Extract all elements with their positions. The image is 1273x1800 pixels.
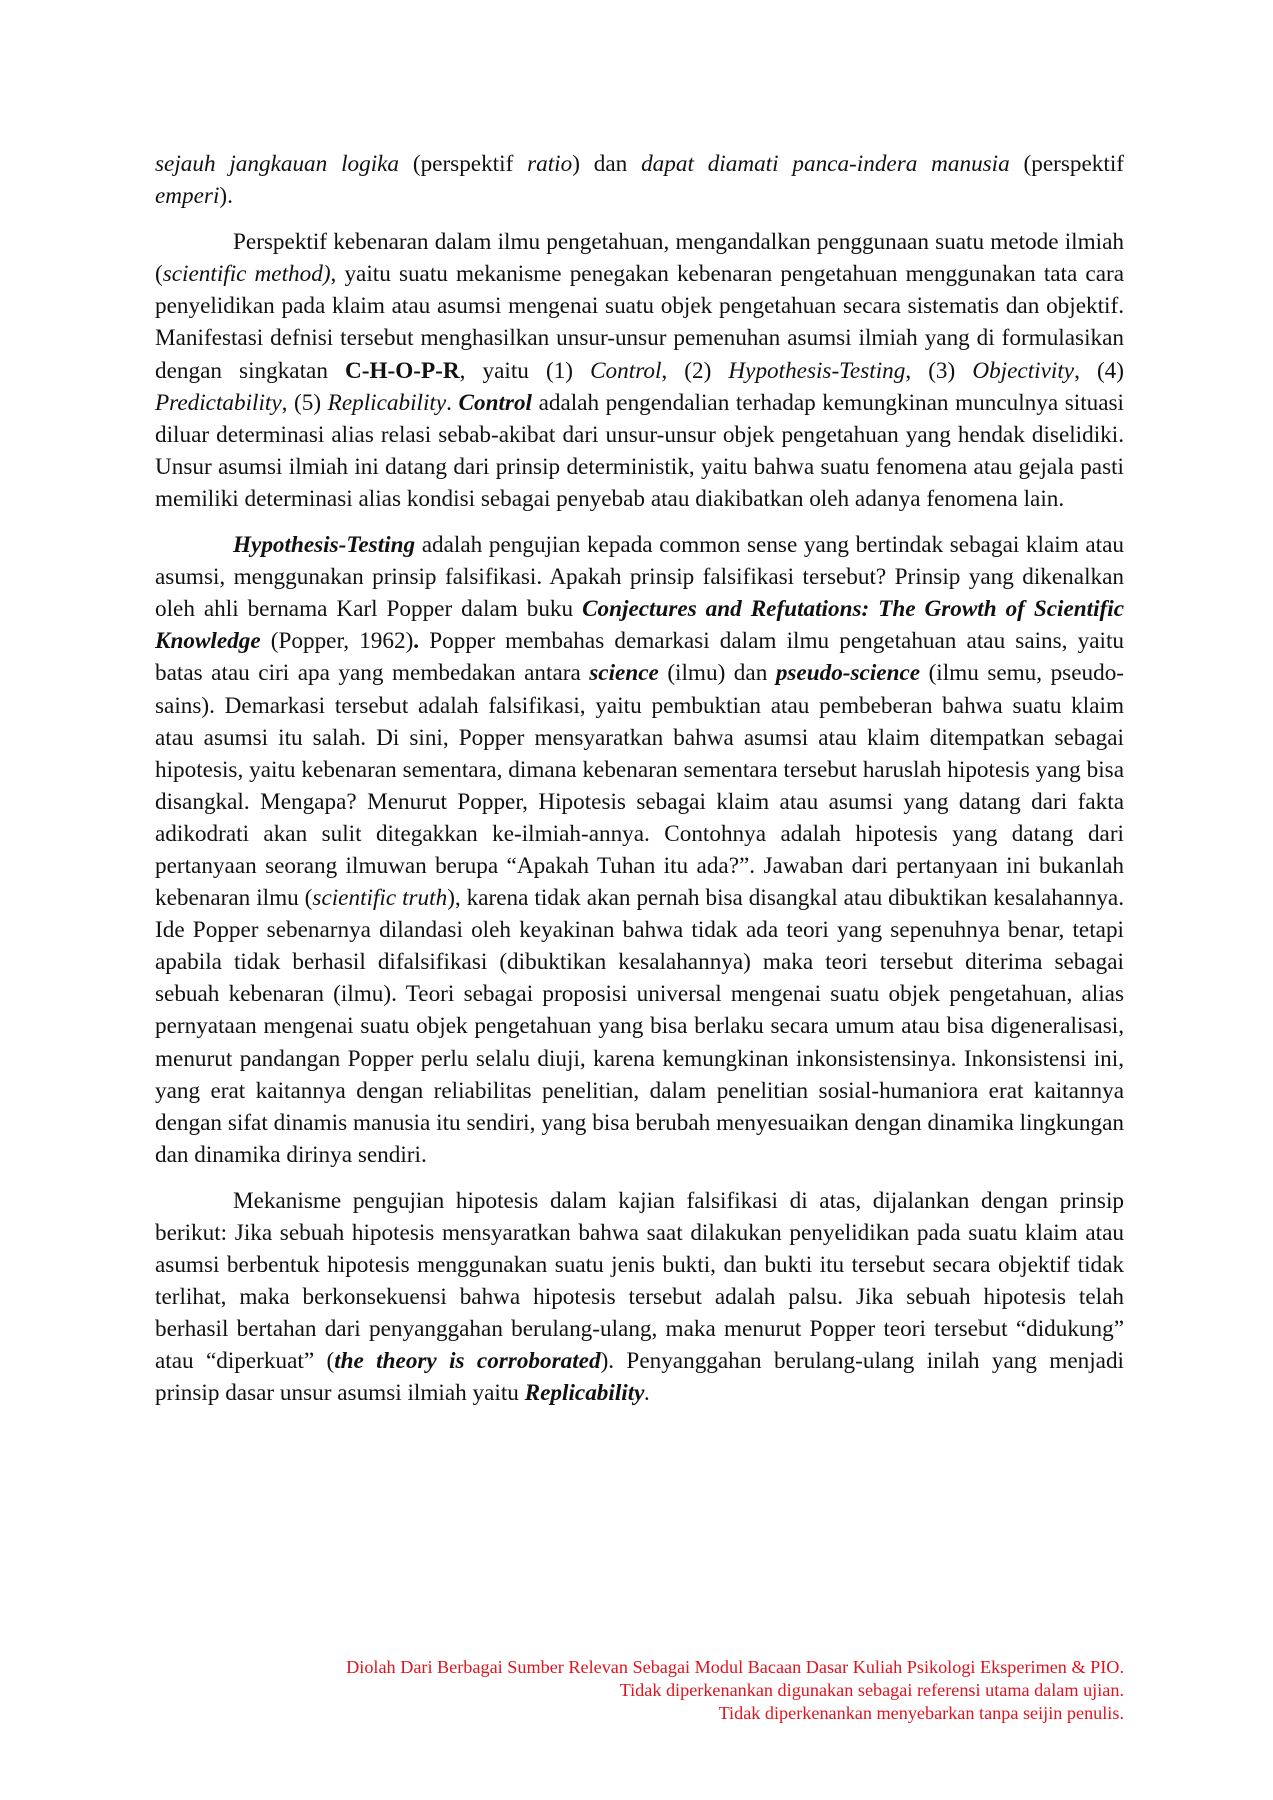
footer-exam-notice: Tidak diperkenankan digunakan sebagai referensi utama dalam ujian. (619, 1680, 1124, 1700)
paragraph-gap (155, 1171, 1124, 1185)
text-run: ) dan (572, 151, 642, 177)
emphasis-run: Hypothesis-Testing (233, 532, 416, 559)
text-run: , (2) (661, 357, 729, 384)
text-run: ), karena tidak akan pernah bisa disangkal atau dibuktikan kesalahannya. Ide Popper sebenarnya dilandasi oleh keyakinan bahwa tidak ada teori yang sepenuhnya benar, tetapi apabila tidak berhasil difalsifikasi (dibuktikan kesalahannya) maka teori tersebut diterima sebagai sebuah kebenaran (ilmu). Teori sebagai proposisi universal mengenai suatu objek pengetahuan, alias pernyataan mengenai suatu objek pengetahuan yang bisa berlaku secara umum atau bisa digeneralisasi, menurut pandangan Popper perlu selalu diuji, karena kemungkinan inkonsistensinya. Inkonsistensi ini, yang erat kaitannya dengan reliabilitas penelitian, dalam penelitian sosial-humaniora erat kaitannya dengan sifat dinamis manusia itu sendiri, yang bisa berubah menyesuaikan dengan dinamika lingkungan dan dinamika dirinya sendiri. (155, 885, 1125, 1168)
emphasis-run: ratio (527, 151, 573, 177)
footer-disclaimer (124, 1656, 1124, 1725)
emphasis-run: Replicability (524, 1380, 645, 1407)
text-run: (ilmu) dan (658, 660, 776, 687)
paragraph-falsification-mechanism (155, 1185, 1124, 1410)
emphasis-run: Objectivity (972, 357, 1075, 384)
emphasis-run: Predictability (155, 389, 282, 416)
footer-distribution-notice: Tidak diperkenankan menyebarkan tanpa seijin penulis. (718, 1703, 1124, 1723)
text-run: Mekanisme pengujian hipotesis dalam kajian falsifikasi di atas, dijalankan dengan prinsip berikut: Jika sebuah hipotesis mensyaratkan bahwa saat dilakukan penyelidikan pada suatu klaim atau asumsi berbentuk hipotesis menggunakan suatu jenis bukti, dan bukti itu tersebut secara objektif tidak terlihat, maka berkonsekuensi bahwa hipotesis tersebut adalah palsu. Jika sebuah hipotesis telah berhasil bertahan dari penyanggahan berulang-ulang, maka menurut Popper teori tersebut “didukung” atau “diperkuat” ( (155, 1187, 1124, 1375)
text-run: , (5) (281, 389, 328, 416)
emphasis-run: Hypothesis-Testing (728, 357, 906, 384)
text-run: , (4) (1074, 357, 1124, 384)
emphasis-run: sejauh jangkauan logika (155, 151, 400, 177)
text-run: Popper membahas demarkasi dalam ilmu pengetahuan atau sains, yaitu batas atau ciri apa yang membedakan antara (155, 628, 1124, 687)
emphasis-run: pseudo-science (775, 660, 921, 687)
paragraph-gap (155, 515, 1124, 529)
emphasis-run: Control (590, 357, 662, 384)
emphasis-run: scientific method) (162, 261, 331, 288)
emphasis-run: scientific truth (312, 885, 448, 912)
text-run: (Popper, 1962) (260, 628, 414, 655)
text-run: , yaitu suatu mekanisme penegakan kebenaran pengetahuan menggunakan tata cara penyelidikan pada klaim atau asumsi mengenai suatu objek pengetahuan secara sistematis dan objektif. Manifestasi defnisi tersebut menghasilkan unsur-unsur pemenuhan asumsi ilmiah yang di formulasikan dengan singkatan (155, 261, 1124, 384)
paragraph-continuation (155, 148, 1124, 212)
text-run: , yaitu (1) (459, 357, 591, 384)
emphasis-run: Conjectures and Refutations: The Growth of Scientific Knowledge (155, 596, 1125, 655)
paragraph-gap (155, 212, 1124, 226)
text-run: ). Penyanggahan berulang-ulang inilah yang menjadi prinsip dasar unsur asumsi ilmiah yaitu (155, 1348, 1124, 1407)
text-run: . (446, 389, 459, 416)
text-run: (perspektif (1009, 151, 1124, 177)
text-run: Perspektif kebenaran dalam ilmu pengetahuan, mengandalkan penggunaan suatu metode ilmiah ( (155, 229, 1124, 288)
text-run: (ilmu semu, pseudo-sains). Demarkasi tersebut adalah falsifikasi, yaitu pembuktian atau pembeberan bahwa suatu klaim atau asumsi itu salah. Di sini, Popper mensyaratkan bahwa asumsi atau klaim ditempatkan sebagai hipotesis, yaitu kebenaran sementara, dimana kebenaran sementara tersebut haruslah hipotesis yang bisa disangkal. Mengapa? Menurut Popper, Hipotesis sebagai klaim atau asumsi yang datang dari fakta adikodrati akan sulit ditegakkan ke-ilmiah-annya. Contohnya adalah hipotesis yang datang dari pertanyaan seorang ilmuwan berupa “Apakah Tuhan itu ada?”. Jawaban dari pertanyaan ini bukanlah kebenaran ilmu ( (155, 660, 1125, 912)
emphasis-run: dapat diamati panca-indera manusia (641, 151, 1010, 177)
document-body (155, 148, 1124, 1410)
text-run: (perspektif (399, 151, 528, 177)
emphasis-run: the theory is corroborated (334, 1348, 601, 1375)
paragraph-hypothesis-testing (155, 529, 1124, 1171)
paragraph-scientific-method (155, 226, 1124, 515)
text-run: adalah pengendalian terhadap kemungkinan munculnya situasi diluar determinasi alias relasi sebab-akibat dari unsur-unsur objek pengetahuan yang hendak diselidiki. Unsur asumsi ilmiah ini datang dari prinsip deterministik, yaitu bahwa suatu fenomena atau gejala pasti memiliki determinasi alias kondisi sebagai penyebab atau diakibatkan oleh adanya fenomena lain. (155, 389, 1124, 512)
emphasis-run: . (644, 1380, 651, 1407)
emphasis-run: emperi (155, 183, 220, 210)
text-run: , (3) (905, 357, 973, 384)
emphasis-run: C-H-O-P-R (345, 357, 460, 384)
text-run: adalah pengujian kepada common sense yang bertindak sebagai klaim atau asumsi, menggunakan prinsip falsifikasi. Apakah prinsip falsifikasi tersebut? Prinsip yang dikenalkan oleh ahli bernama Karl Popper dalam buku (155, 532, 1124, 623)
emphasis-run: science (589, 660, 659, 687)
footer-source-line: Diolah Dari Berbagai Sumber Relevan Sebagai Modul Bacaan Dasar Kuliah Psikologi Eksperimen & PIO. (346, 1657, 1124, 1677)
emphasis-run: Control (458, 389, 532, 416)
emphasis-run: Replicability (327, 389, 447, 416)
emphasis-run: . (413, 628, 420, 655)
text-run: ). (219, 183, 233, 210)
